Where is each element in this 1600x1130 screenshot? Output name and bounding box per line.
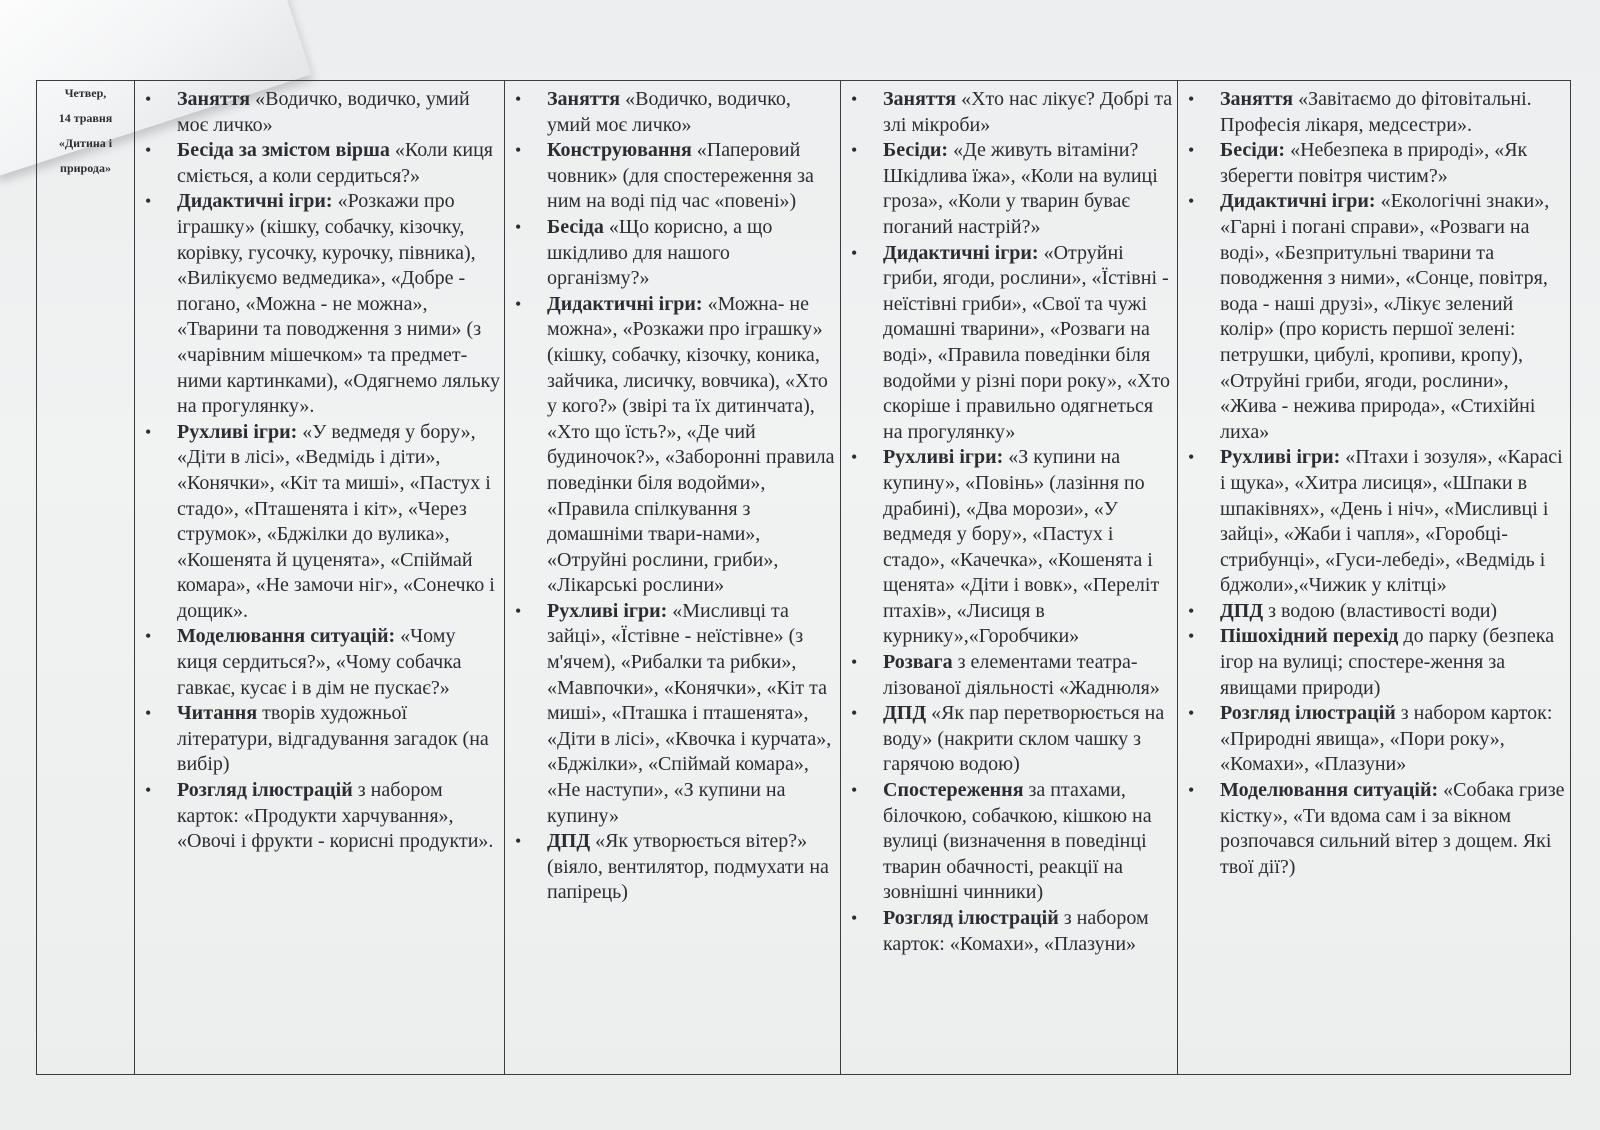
item-text: «Можна- не можна», «Розкажи про іграшку» (кішку, собачку, кізочку, коника, зайчика, лисичку, вовчика), «Хто у кого?» (звірі та їх дитинчата), «Хто що їсть?», «Де чий будиночок?», «Заборонні правила поведінки біля водойми», «Правила спілкування з домашніми твари-нами», «Отруйні рослини, гриби», «Лікарські рослини» xyxy=(547,292,835,597)
item-text: з набором карток: «Природні явища», «Пори року», «Комахи», «Плазуни» xyxy=(1220,702,1553,776)
item-heading: Рухливі ігри: xyxy=(883,446,1004,469)
item-text: «Чому киця сердиться?», «Чому собачка гавкає, кусає і в дім не пускає?» xyxy=(177,625,462,699)
item-heading: Заняття xyxy=(177,88,251,110)
item-text: «Як утворюється вітер?» (віяло, вентилятор, подмухати на папірець) xyxy=(547,830,829,904)
item-heading: Дидактичні ігри: xyxy=(177,190,333,213)
item-text: «Водичко, водичко, умий моє личко» xyxy=(547,88,791,136)
item-text: «Коли киця сміється, а коли сердиться?» xyxy=(177,139,494,187)
day-cell xyxy=(37,81,135,1075)
list-item: • Заняття «Завітаємо до фітовітальні. Професія лікаря, медсестри». xyxy=(1188,88,1532,136)
item-text: з набором карток: «Комахи», «Плазуни» xyxy=(883,907,1149,955)
day-date: 14 травня xyxy=(58,111,113,125)
item-heading: ДПД xyxy=(1220,599,1264,622)
list-item: • Розвага з елементами театра-лізованої діяльності «Жаднюля» xyxy=(851,651,1160,699)
item-heading: Розгляд ілюстрацій xyxy=(177,779,353,802)
activity-list xyxy=(1178,81,1570,880)
list-item: • Дидактичні ігри: «Екологічні знаки», «Гарні і погані справи», «Розваги на воді», «Безпритульні тварини та поводження з ними», «Сонце, повітря, вода - наші друзі», «Лікує зелений колір» (про користь першої зелені: петрушки, цибулі, кропиви, кропу), «Отруйні гриби, ягоди, рослини», «Жива - нежива природа», «Стихійні лиха» xyxy=(1188,190,1550,443)
list-item: • Рухливі ігри: «З купини на купину», «Повінь» (лазіння по драбині), «Два морози», «У ведмедя у бору», «Пастух і стадо», «Качечка», «Кошенята і щенята» «Діти і вовк», «Переліт птахів», «Лисиця в курнику»,«Горобчики» xyxy=(851,446,1160,648)
item-text: «Хто нас лікує? Добрі та злі мікроби» xyxy=(883,88,1173,136)
item-text: «З купини на купину», «Повінь» (лазіння по драбині), «Два морози», «У ведмедя у бору», «Пастух і стадо», «Качечка», «Кошенята і щенята» «Діти і вовк», «Переліт птахів», «Лисиця в курнику»,«Горобчики» xyxy=(883,446,1160,648)
activity-column-3 xyxy=(841,81,1178,1075)
item-heading: Моделювання ситуацій: xyxy=(177,625,396,648)
item-text: «Паперовий човник» (для спостереження за ним на воді під час «повені») xyxy=(547,139,814,213)
item-heading: Бесіда xyxy=(547,215,604,238)
list-item: • Розгляд ілюстрацій з набором карток: «Природні явища», «Пори року», «Комахи», «Плазуни» xyxy=(1188,702,1553,776)
item-text: «Екологічні знаки», «Гарні і погані справи», «Розваги на воді», «Безпритульні тварини та поводження з ними», «Сонце, повітря, вода - наші друзі», «Лікує зелений колір» (про користь першої зелені: петрушки, цибулі, кропиви, кропу), «Отруйні гриби, ягоди, рослини», «Жива - нежива природа», «Стихійні лиха» xyxy=(1220,190,1550,443)
list-item: • Моделювання ситуацій: «Чому киця сердиться?», «Чому собачка гавкає, кусає і в дім не пускає?» xyxy=(145,625,462,699)
item-text: «Водичко, водичко, умий моє личко» xyxy=(177,88,470,136)
day-weekday: Четвер, xyxy=(64,86,107,100)
list-item: • Моделювання ситуацій: «Собака гризе кістку», «Ти вдома сам і за вікном розпочався сильний вітер з дощем. Які твої дії?) xyxy=(1188,779,1565,878)
item-heading: ДПД xyxy=(883,702,927,725)
day-theme-line1: «Дитина і xyxy=(58,136,113,150)
list-item: • Читання творів художньої літератури, відгадування загадок (на вибір) xyxy=(145,702,489,776)
item-heading: Дидактичні ігри: xyxy=(1220,190,1376,213)
item-text: з водою (властивості води) xyxy=(1263,599,1498,622)
list-item: • Рухливі ігри: «Мисливці та зайці», «Їстівне - неїстівне» (з м'ячем), «Рибалки та рибки», «Мавпочки», «Конячки», «Кіт та миші», «Пташка і пташенята», «Діти в лісі», «Квочка і курчата», «Бджілки», «Спіймай комара», «Не наступи», «З купини на купину» xyxy=(515,599,832,827)
activity-list xyxy=(135,81,504,855)
item-text: творів художньої літератури, відгадування загадок (на вибір) xyxy=(177,702,489,776)
list-item: • Розгляд ілюстрацій з набором карток: «Продукти харчування», «Овочі і фрукти - корисні продукти». xyxy=(145,779,494,853)
list-item: • Пішохідний перехід до парку (безпека ігор на вулиці; спостере-ження за явищами природи) xyxy=(1188,625,1555,699)
item-text: «Як пар перетворюється на воду» (накрити склом чашку з гарячою водою) xyxy=(883,702,1165,776)
list-item: • Бесіда за змістом вірша «Коли киця сміється, а коли сердиться?» xyxy=(145,139,494,187)
table-row xyxy=(37,81,1571,1075)
list-item: • Дидактичні ігри: «Можна- не можна», «Розкажи про іграшку» (кішку, собачку, кізочку, коника, зайчика, лисичку, вовчика), «Хто у кого?» (звірі та їх дитинчата), «Хто що їсть?», «Де чий будиночок?», «Заборонні правила поведінки біля водойми», «Правила спілкування з домашніми твари-нами», «Отруйні рослини, гриби», «Лікарські рослини» xyxy=(515,292,835,597)
item-heading: Дидактичні ігри: xyxy=(547,292,703,315)
list-item: • Бесіди: «Де живуть вітаміни? Шкідлива їжа», «Коли на вулиці гроза», «Коли у тварин буває поганий настрій?» xyxy=(851,139,1158,238)
item-heading: Рухливі ігри: xyxy=(177,420,298,443)
list-item: • Бесіда «Що корисно, а що шкідливо для нашого організму?» xyxy=(515,215,773,290)
list-item: • Рухливі ігри: «У ведмедя у бору», «Діти в лісі», «Ведмідь і діти», «Конячки», «Кіт та миші», «Пастух і стадо», «Пташенята і кіт», «Через струмок», «Бджілки до вулика», «Кошенята й цуценята», «Спіймай комара», «Не замочи ніг», «Сонечко і дощик». xyxy=(145,420,495,622)
activity-column-2 xyxy=(505,81,841,1075)
item-heading: Пішохідний перехід xyxy=(1220,625,1399,648)
item-heading: ДПД xyxy=(547,830,591,853)
item-text: «У ведмедя у бору», «Діти в лісі», «Ведмідь і діти», «Конячки», «Кіт та миші», «Пастух і стадо», «Пташенята і кіт», «Через струмок», «Бджілки до вулика», «Кошенята й цуценята», «Спіймай комара», «Не замочи ніг», «Сонечко і дощик». xyxy=(177,420,495,622)
list-item: • Спостереження за птахами, білочкою, собачкою, кішкою на вулиці (визначення в поведінці тварин обачності, реакції на зовнішні чинники) xyxy=(851,779,1152,904)
item-heading: Заняття xyxy=(1220,88,1294,110)
item-heading: Конструювання xyxy=(547,139,692,162)
item-heading: Заняття xyxy=(547,88,621,110)
item-text: «Де живуть вітаміни? Шкідлива їжа», «Коли на вулиці гроза», «Коли у тварин буває поганий настрій?» xyxy=(883,139,1158,238)
item-text: «Завітаємо до фітовітальні. Професія лікаря, медсестри». xyxy=(1220,88,1532,136)
list-item: • ДПД «Як утворюється вітер?» (віяло, вентилятор, подмухати на папірець) xyxy=(515,830,829,904)
item-heading: Бесіди: xyxy=(1220,139,1286,162)
item-text: з елементами театра-лізованої діяльності «Жаднюля» xyxy=(883,651,1160,699)
list-item: • Конструювання «Паперовий човник» (для спостереження за ним на воді під час «повені») xyxy=(515,139,814,213)
item-text: «Розкажи про іграшку» (кішку, собачку, кізочку, корівку, гусочку, курочку, півника), «Вилікуємо ведмедика», «Добре - погано, «Можна - не можна», «Тварини та поводження з ними» (з «чарівним мішечком» та предмет-ними картинками), «Одягнемо ляльку на прогулянку». xyxy=(177,190,500,418)
item-heading: Читання xyxy=(177,702,258,725)
item-text: «Мисливці та зайці», «Їстівне - неїстівне» (з м'ячем), «Рибалки та рибки», «Мавпочки», «Конячки», «Кіт та миші», «Пташка і пташенята», «Діти в лісі», «Квочка і курчата», «Бджілки», «Спіймай комара», «Не наступи», «З купини на купину» xyxy=(547,599,832,827)
item-heading: Рухливі ігри: xyxy=(1220,446,1341,469)
list-item: • Дидактичні ігри: «Отруйні гриби, ягоди, рослини», «Їстівні - неїстівні гриби», «Свої та чужі домашні тварини», «Розваги на воді», «Правила поведінки біля водойми у різні пори року», «Хто скоріше і правильно одягнеться на прогулянку» xyxy=(851,241,1170,443)
item-heading: Моделювання ситуацій: xyxy=(1220,779,1439,802)
item-text: «Птахи і зозуля», «Карасі і щука», «Хитра лисиця», «Шпаки в шпаківнях», «День і ніч», «Мисливці і зайці», «Жаби і чапля», «Горобці-стрибунці», «Гуси-лебеді», «Ведмідь і бджоли»,«Чижик у клітці» xyxy=(1220,446,1563,597)
activity-column-1 xyxy=(135,81,505,1075)
item-heading: Рухливі ігри: xyxy=(547,599,668,622)
list-item: • ДПД «Як пар перетворюється на воду» (накрити склом чашку з гарячою водою) xyxy=(851,702,1165,776)
list-item: • Заняття «Хто нас лікує? Добрі та злі мікроби» xyxy=(851,88,1173,136)
item-heading: Спостереження xyxy=(883,779,1024,802)
item-heading: Дидактичні ігри: xyxy=(883,241,1039,264)
item-heading: Розгляд ілюстрацій xyxy=(883,907,1059,929)
list-item: • Бесіди: «Небезпека в природі», «Як зберегти повітря чистим?» xyxy=(1188,139,1528,187)
item-heading: Розвага xyxy=(883,651,953,674)
item-text: з набором карток: «Продукти харчування», «Овочі і фрукти - корисні продукти». xyxy=(177,779,494,853)
item-text: до парку (безпека ігор на вулиці; спостере-ження за явищами природи) xyxy=(1220,625,1555,699)
list-item: • Заняття «Водичко, водичко, умий моє личко» xyxy=(145,88,470,136)
item-heading: Бесіда за змістом вірша xyxy=(177,139,390,162)
list-item: • Розгляд ілюстрацій з набором карток: «Комахи», «Плазуни» xyxy=(851,907,1149,955)
activity-plan-table xyxy=(36,80,1571,1075)
item-text: «Небезпека в природі», «Як зберегти повітря чистим?» xyxy=(1220,139,1528,187)
item-text: «Собака гризе кістку», «Ти вдома сам і за вікном розпочався сильний вітер з дощем. Які твої дії?) xyxy=(1220,779,1565,878)
activity-list xyxy=(841,81,1177,957)
day-theme-line2: природа» xyxy=(60,161,111,175)
item-text: «Що корисно, а що шкідливо для нашого організму?» xyxy=(547,215,773,290)
item-heading: Бесіди: xyxy=(883,139,949,162)
list-item: • Рухливі ігри: «Птахи і зозуля», «Карасі і щука», «Хитра лисиця», «Шпаки в шпаківнях», «День і ніч», «Мисливці і зайці», «Жаби і чапля», «Горобці-стрибунці», «Гуси-лебеді», «Ведмідь і бджоли»,«Чижик у клітці» xyxy=(1188,446,1563,597)
item-heading: Розгляд ілюстрацій xyxy=(1220,702,1396,725)
list-item: • ДПД з водою (властивості води) xyxy=(1188,599,1498,622)
list-item: • Дидактичні ігри: «Розкажи про іграшку» (кішку, собачку, кізочку, корівку, гусочку, курочку, півника), «Вилікуємо ведмедика», «Добре - погано, «Можна - не можна», «Тварини та поводження з ними» (з «чарівним мішечком» та предмет-ними картинками), «Одягнемо ляльку на прогулянку». xyxy=(145,190,500,418)
item-text: «Отруйні гриби, ягоди, рослини», «Їстівні - неїстівні гриби», «Свої та чужі домашні тварини», «Розваги на воді», «Правила поведінки біля водойми у різні пори року», «Хто скоріше і правильно одягнеться на прогулянку» xyxy=(883,241,1170,443)
list-item: • Заняття «Водичко, водичко, умий моє личко» xyxy=(515,88,791,136)
activity-column-4 xyxy=(1178,81,1571,1075)
activity-list xyxy=(505,81,840,906)
item-text: за птахами, білочкою, собачкою, кішкою на вулиці (визначення в поведінці тварин обачності, реакції на зовнішні чинники) xyxy=(883,779,1152,904)
item-heading: Заняття xyxy=(883,88,957,110)
